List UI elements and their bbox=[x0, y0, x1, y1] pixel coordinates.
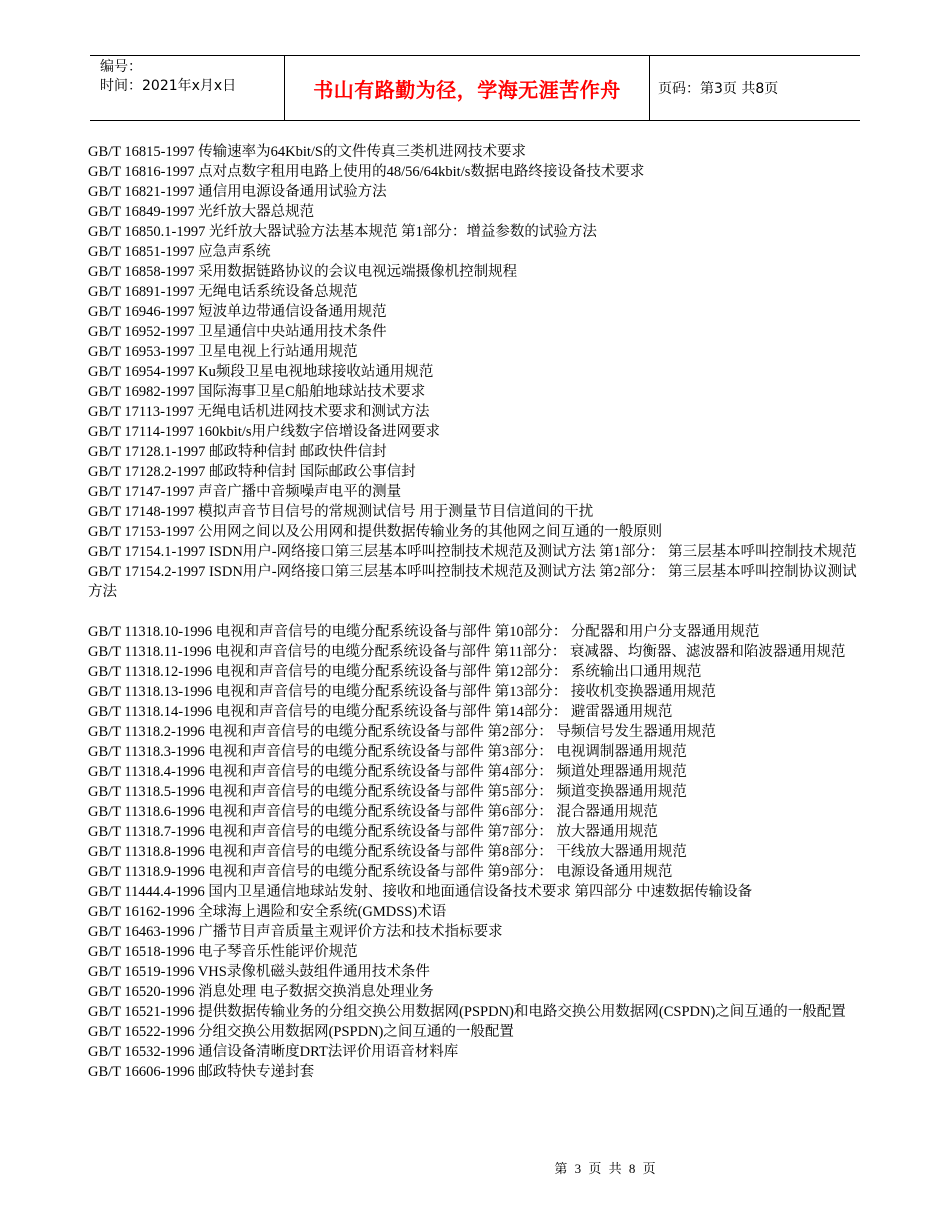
standard-entry: GB/T 16891-1997 无绳电话系统设备总规范 bbox=[88, 284, 358, 300]
standard-entry: GB/T 16821-1997 通信用电源设备通用试验方法 bbox=[88, 184, 387, 200]
standard-entry: GB/T 11318.13-1996 电视和声音信号的电缆分配系统设备与部件 第13部分： 接收机变换器通用规范 bbox=[88, 684, 716, 700]
standard-entry: GB/T 17113-1997 无绳电话机进网技术要求和测试方法 bbox=[88, 404, 430, 420]
standard-entry: GB/T 16954-1997 Ku频段卫星电视地球接收站通用规范 bbox=[88, 364, 434, 380]
standard-entry: GB/T 17154.2-1997 ISDN用户-网络接口第三层基本呼叫控制技术规范及测试方法 第2部分： 第三层基本呼叫控制协议测试方法 bbox=[88, 564, 857, 600]
header-motto: 书山有路勤为径，学海无涯苦作舟 bbox=[284, 56, 650, 120]
standards-group-1997 bbox=[88, 142, 860, 602]
standard-entry: GB/T 17148-1997 模拟声音节目信号的常规测试信号 用于测量节目信道间的干扰 bbox=[88, 504, 594, 520]
standard-entry: GB/T 11318.8-1996 电视和声音信号的电缆分配系统设备与部件 第8部分： 干线放大器通用规范 bbox=[88, 844, 687, 860]
standard-entry: GB/T 11318.7-1996 电视和声音信号的电缆分配系统设备与部件 第7部分： 放大器通用规范 bbox=[88, 824, 658, 840]
standard-entry: GB/T 11318.4-1996 电视和声音信号的电缆分配系统设备与部件 第4部分： 频道处理器通用规范 bbox=[88, 764, 687, 780]
standard-entry: GB/T 17128.1-1997 邮政特种信封 邮政快件信封 bbox=[88, 444, 387, 460]
standard-entry: GB/T 11318.6-1996 电视和声音信号的电缆分配系统设备与部件 第6部分： 混合器通用规范 bbox=[88, 804, 658, 820]
document-number-label: 编号： bbox=[100, 59, 142, 75]
page-footer: 第 3 页 共 8 页 bbox=[554, 1161, 658, 1176]
standard-entry: GB/T 16522-1996 分组交换公用数据网(PSPDN)之间互通的一般配置 bbox=[88, 1024, 514, 1040]
standard-entry: GB/T 17147-1997 声音广播中音频噪声电平的测量 bbox=[88, 484, 402, 500]
standard-entry: GB/T 17114-1997 160kbit/s用户线数字倍增设备进网要求 bbox=[88, 424, 441, 440]
header-info-cell bbox=[90, 56, 284, 120]
standard-entry: GB/T 16982-1997 国际海事卫星C船舶地球站技术要求 bbox=[88, 384, 426, 400]
standard-entry: GB/T 16518-1996 电子琴音乐性能评价规范 bbox=[88, 944, 358, 960]
standard-entry: GB/T 16162-1996 全球海上遇险和安全系统(GMDSS)术语 bbox=[88, 904, 447, 920]
standard-entry: GB/T 11318.14-1996 电视和声音信号的电缆分配系统设备与部件 第14部分： 避雷器通用规范 bbox=[88, 704, 673, 720]
standard-entry: GB/T 16521-1996 提供数据传输业务的分组交换公用数据网(PSPDN)和电路交换公用数据网(CSPDN)之间互通的一般配置 bbox=[88, 1004, 846, 1020]
document-time-label: 时间：2021年x月x日 bbox=[100, 78, 237, 94]
standard-entry: GB/T 16815-1997 传输速率为64Kbit/S的文件传真三类机进网技术要求 bbox=[88, 144, 526, 160]
standard-entry: GB/T 16606-1996 邮政特快专递封套 bbox=[88, 1064, 315, 1080]
standard-entry: GB/T 11318.11-1996 电视和声音信号的电缆分配系统设备与部件 第11部分： 衰减器、均衡器、滤波器和陷波器通用规范 bbox=[88, 644, 846, 660]
header-page-number: 页码：第3页 共8页 bbox=[658, 81, 779, 97]
standards-group-1996 bbox=[88, 622, 860, 1082]
standard-entry: GB/T 16816-1997 点对点数字租用电路上使用的48/56/64kbit/s数据电路终接设备技术要求 bbox=[88, 164, 645, 180]
standard-entry: GB/T 17154.1-1997 ISDN用户-网络接口第三层基本呼叫控制技术规范及测试方法 第1部分： 第三层基本呼叫控制技术规范 bbox=[88, 544, 857, 560]
section-spacer bbox=[88, 602, 860, 622]
standard-entry: GB/T 16532-1996 通信设备清晰度DRT法评价用语音材料库 bbox=[88, 1044, 459, 1060]
standard-entry: GB/T 16953-1997 卫星电视上行站通用规范 bbox=[88, 344, 358, 360]
standard-entry: GB/T 11318.2-1996 电视和声音信号的电缆分配系统设备与部件 第2部分： 导频信号发生器通用规范 bbox=[88, 724, 716, 740]
standards-list bbox=[88, 142, 860, 1082]
standard-entry: GB/T 17128.2-1997 邮政特种信封 国际邮政公事信封 bbox=[88, 464, 416, 480]
standard-entry: GB/T 11318.5-1996 电视和声音信号的电缆分配系统设备与部件 第5部分： 频道变换器通用规范 bbox=[88, 784, 687, 800]
standard-entry: GB/T 16952-1997 卫星通信中央站通用技术条件 bbox=[88, 324, 387, 340]
page-header-table bbox=[90, 55, 860, 121]
standard-entry: GB/T 16519-1996 VHS录像机磁头鼓组件通用技术条件 bbox=[88, 964, 430, 980]
standard-entry: GB/T 16946-1997 短波单边带通信设备通用规范 bbox=[88, 304, 387, 320]
standard-entry: GB/T 16520-1996 消息处理 电子数据交换消息处理业务 bbox=[88, 984, 434, 1000]
standard-entry: GB/T 16849-1997 光纤放大器总规范 bbox=[88, 204, 315, 220]
standard-entry: GB/T 17153-1997 公用网之间以及公用网和提供数据传输业务的其他网之间互通的一般原则 bbox=[88, 524, 663, 540]
standard-entry: GB/T 11318.10-1996 电视和声音信号的电缆分配系统设备与部件 第10部分： 分配器和用户分支器通用规范 bbox=[88, 624, 760, 640]
standard-entry: GB/T 11318.3-1996 电视和声音信号的电缆分配系统设备与部件 第3部分： 电视调制器通用规范 bbox=[88, 744, 687, 760]
standard-entry: GB/T 11318.9-1996 电视和声音信号的电缆分配系统设备与部件 第9部分： 电源设备通用规范 bbox=[88, 864, 673, 880]
standard-entry: GB/T 16850.1-1997 光纤放大器试验方法基本规范 第1部分：增益参数的试验方法 bbox=[88, 224, 597, 240]
standard-entry: GB/T 11444.4-1996 国内卫星通信地球站发射、接收和地面通信设备技术要求 第四部分 中速数据传输设备 bbox=[88, 884, 753, 900]
standard-entry: GB/T 16858-1997 采用数据链路协议的会议电视远端摄像机控制规程 bbox=[88, 264, 518, 280]
standard-entry: GB/T 16463-1996 广播节目声音质量主观评价方法和技术指标要求 bbox=[88, 924, 503, 940]
standard-entry: GB/T 16851-1997 应急声系统 bbox=[88, 244, 271, 260]
standard-entry: GB/T 11318.12-1996 电视和声音信号的电缆分配系统设备与部件 第12部分： 系统输出口通用规范 bbox=[88, 664, 702, 680]
